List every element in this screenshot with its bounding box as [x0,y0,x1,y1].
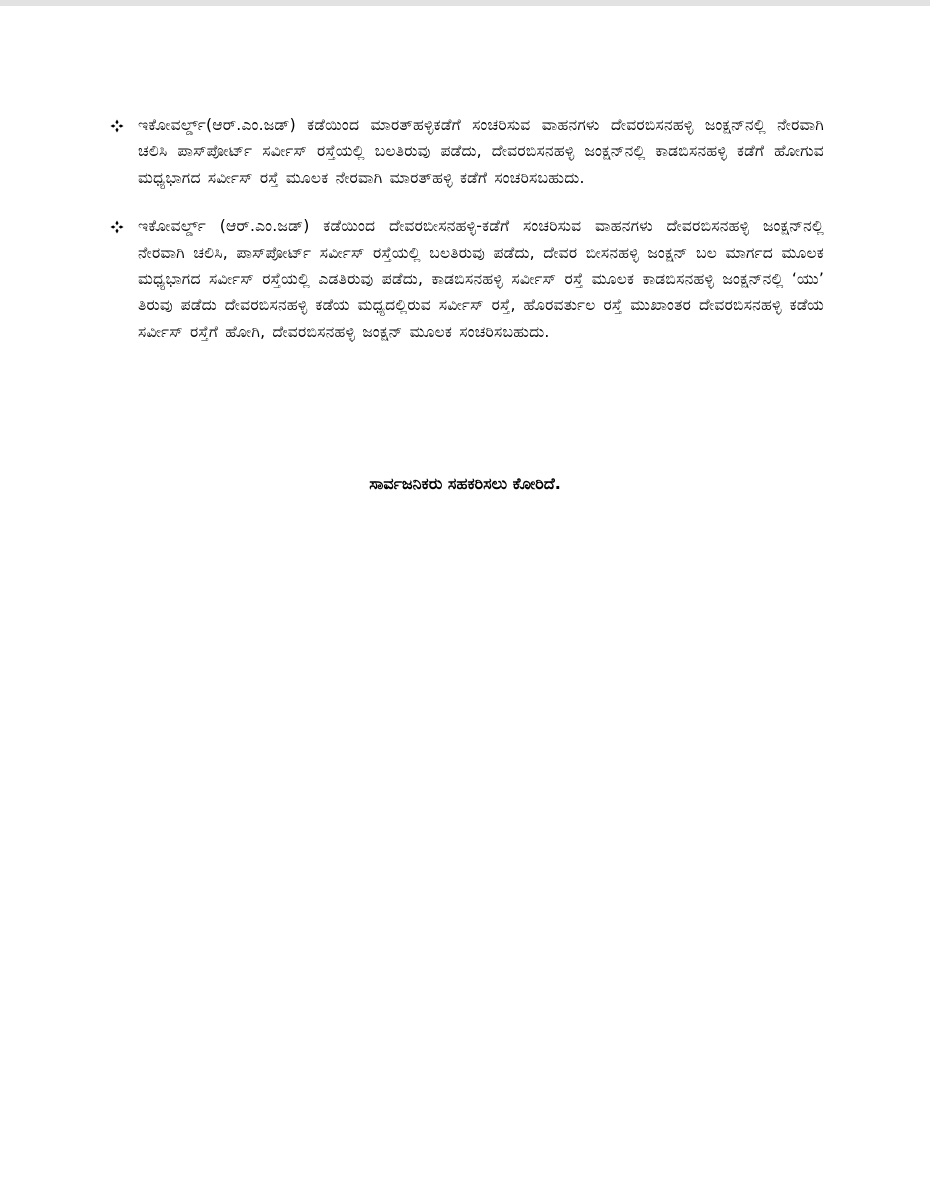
list-item [110,213,824,345]
traffic-diversion-list [110,112,824,367]
diamond-bullet-icon [110,220,124,234]
diamond-bullet-icon [110,119,124,133]
bullet-text: ಇಕೋವರ್ಲ್ಡ್(ಆರ್.ಎಂ.ಜಡ್) ಕಡೆಯಿಂದ ಮಾರತ್‌ಹಳ್ಳಿಕಡೆಗೆ ಸಂಚರಿಸುವ ವಾಹನಗಳು ದೇವರಬಿಸನಹಳ್ಳಿ ಜಂಕ್ಷನ್‌ನಲ್ಲಿ ನೇರವಾಗಿ ಚಲಿಸಿ ಪಾಸ್‌ಪೋರ್ಟ್ ಸರ್ವೀಸ್ ರಸ್ತೆಯಲ್ಲಿ ಬಲತಿರುವು ಪಡೆದು, ದೇವರಬಿಸನಹಳ್ಳಿ ಜಂಕ್ಷನ್‌ನಲ್ಲಿ ಕಾಡಬಿಸನಹಳ್ಳಿ ಕಡೆಗೆ ಹೋಗುವ ಮಧ್ಯಭಾಗದ ಸರ್ವೀಸ್ ರಸ್ತೆ ಮೂಲಕ ನೇರವಾಗಿ ಮಾರತ್‌ಹಳ್ಳಿ ಕಡೆಗೆ ಸಂಚರಿಸಬಹುದು. [138,116,824,187]
closing-note: ಸಾರ್ವಜನಿಕರು ಸಹಕರಿಸಲು ಕೋರಿದೆ. [369,474,561,493]
list-item [110,112,824,191]
bullet-text: ಇಕೋವರ್ಲ್ಡ್ (ಆರ್.ಎಂ.ಜಡ್) ಕಡೆಯಿಂದ ದೇವರಬೀಸನಹಳ್ಳಿ-ಕಡೆಗೆ ಸಂಚರಿಸುವ ವಾಹನಗಳು ದೇವರಬಿಸನಹಳ್ಳಿ ಜಂಕ್ಷನ್‌ನಲ್ಲಿ ನೇರವಾಗಿ ಚಲಿಸಿ, ಪಾಸ್‌ಪೋರ್ಟ್ ಸರ್ವೀಸ್ ರಸ್ತೆಯಲ್ಲಿ ಬಲತಿರುವು ಪಡೆದು, ದೇವರ ಬೀಸನಹಳ್ಳಿ ಜಂಕ್ಷನ್ ಬಲ ಮಾರ್ಗದ ಮೂಲಕ ಮಧ್ಯಭಾಗದ ಸರ್ವೀಸ್ ರಸ್ತೆಯಲ್ಲಿ ಎಡತಿರುವು ಪಡೆದು, ಕಾಡಬಿಸನಹಳ್ಳಿ ಸರ್ವೀಸ್ ರಸ್ತೆ ಮೂಲಕ ಕಾಡಬಿಸನಹಳ್ಳಿ ಜಂಕ್ಷನ್‌ನಲ್ಲಿ ‘ಯು’ ತಿರುವು ಪಡೆದು ದೇವರಬಿಸನಹಳ್ಳಿ ಕಡೆಯ ಮಧ್ಯದಲ್ಲಿರುವ ಸರ್ವೀಸ್ ರಸ್ತೆ, ಹೊರವರ್ತುಲ ರಸ್ತೆ ಮುಖಾಂತರ ದೇವರಬಿಸನಹಳ್ಳಿ ಕಡೆಯ ಸರ್ವೀಸ್ ರಸ್ತೆಗೆ ಹೋಗಿ, ದೇವರಬಿಸನಹಳ್ಳಿ ಜಂಕ್ಷನ್ ಮೂಲಕ ಸಂಚರಿಸಬಹುದು. [138,217,824,341]
